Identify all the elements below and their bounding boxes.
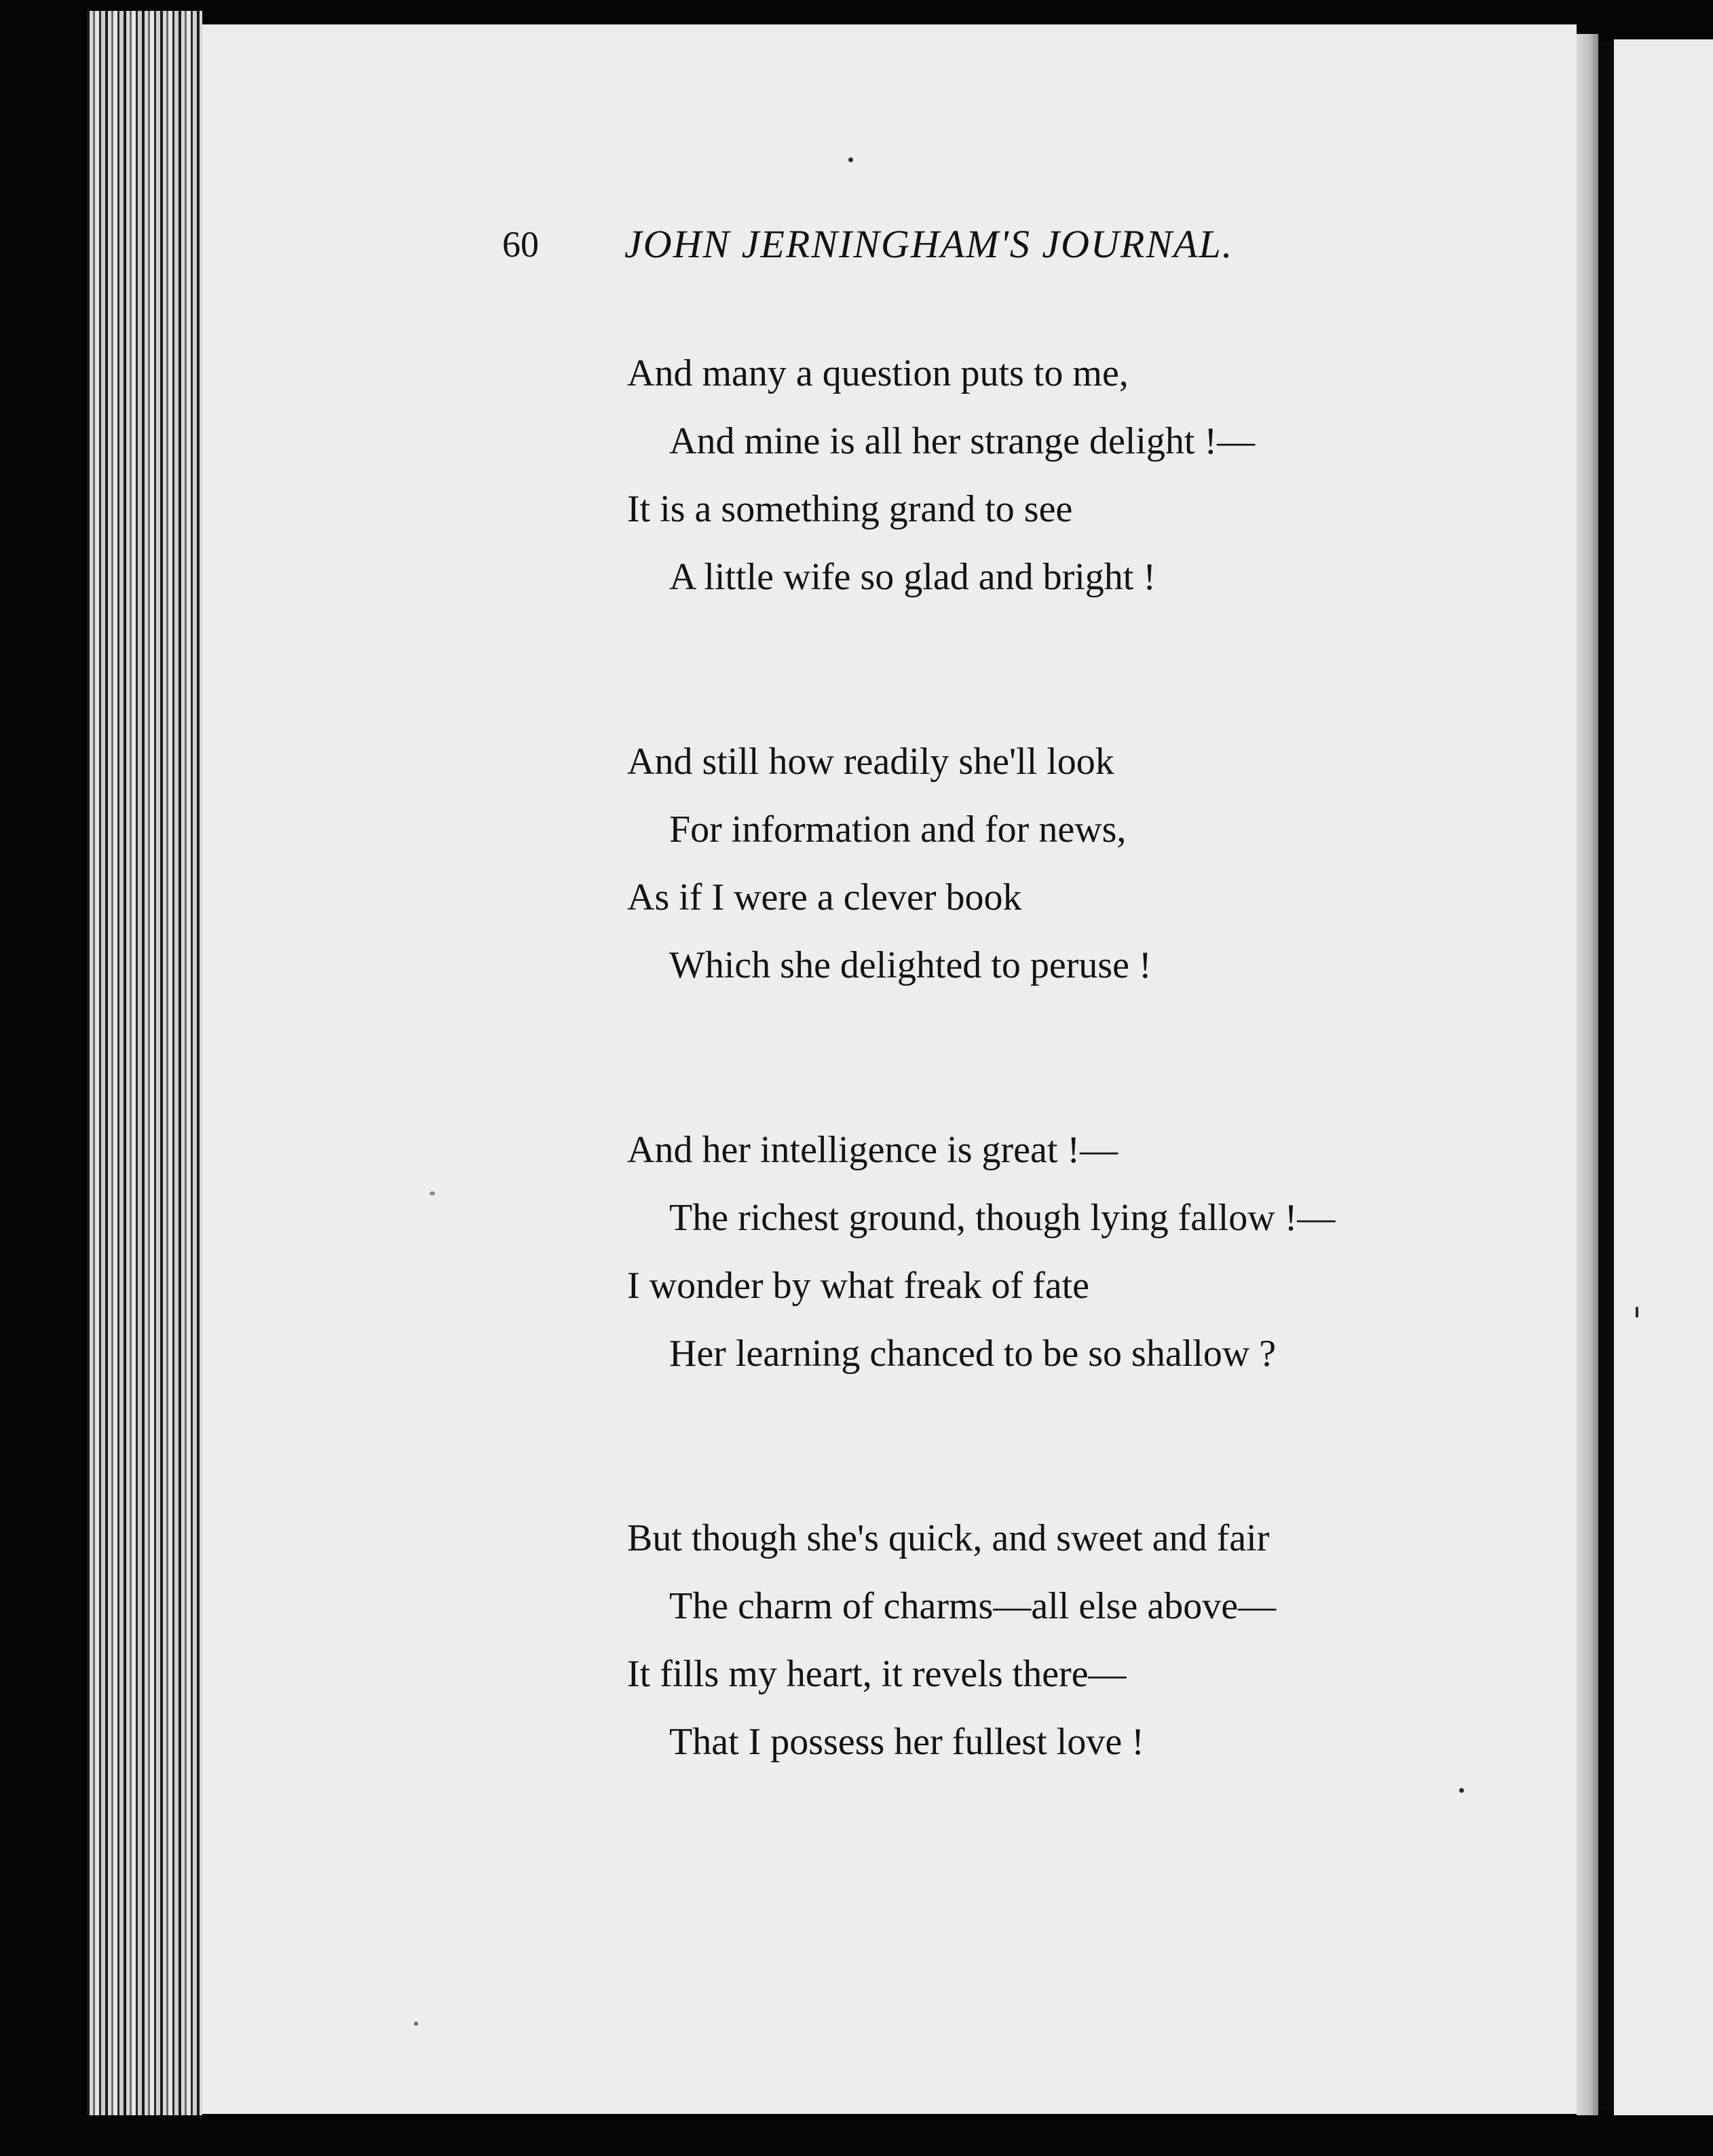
stanza xyxy=(627,339,1509,611)
poem-line: But though she's quick, and sweet and fair xyxy=(627,1517,1270,1559)
book-page-edges xyxy=(87,11,202,2115)
ink-speck xyxy=(1636,1307,1638,1318)
page-right-edge xyxy=(1577,34,1598,2115)
poem-line: For information and for news, xyxy=(669,809,1127,851)
facing-page-strip xyxy=(1614,39,1713,2115)
poem-line: It is a something grand to see xyxy=(627,488,1073,530)
running-title: JOHN JERNINGHAM'S JOURNAL. xyxy=(624,222,1234,266)
ink-speck xyxy=(430,1191,435,1195)
poem-line: And many a question puts to me, xyxy=(627,352,1129,394)
stanza xyxy=(627,1504,1509,1776)
poem-line: That I possess her fullest love ! xyxy=(669,1721,1144,1763)
ink-speck xyxy=(414,2022,418,2026)
poem xyxy=(627,339,1509,1893)
gutter-shadow xyxy=(1599,41,1614,2111)
poem-line: And mine is all her strange delight !— xyxy=(669,420,1256,462)
poem-line: Which she delighted to peruse ! xyxy=(669,944,1152,986)
stanza xyxy=(627,1116,1509,1388)
poem-line: And her intelligence is great !— xyxy=(627,1129,1118,1171)
stanza xyxy=(627,728,1509,999)
page-number: 60 xyxy=(502,224,539,265)
poem-line: A little wife so glad and bright ! xyxy=(669,556,1156,598)
poem-line: As if I were a clever book xyxy=(627,876,1022,918)
poem-line: I wonder by what freak of fate xyxy=(627,1265,1090,1307)
page-header xyxy=(502,217,1425,272)
ink-speck xyxy=(848,157,853,162)
ink-speck xyxy=(1459,1788,1464,1793)
poem-line: It fills my heart, it revels there— xyxy=(627,1653,1127,1695)
poem-line: And still how readily she'll look xyxy=(627,741,1114,783)
poem-line: The charm of charms—all else above— xyxy=(669,1585,1277,1627)
poem-line: Her learning chanced to be so shallow ? xyxy=(669,1333,1277,1375)
poem-line: The richest ground, though lying fallow !— xyxy=(669,1197,1336,1239)
